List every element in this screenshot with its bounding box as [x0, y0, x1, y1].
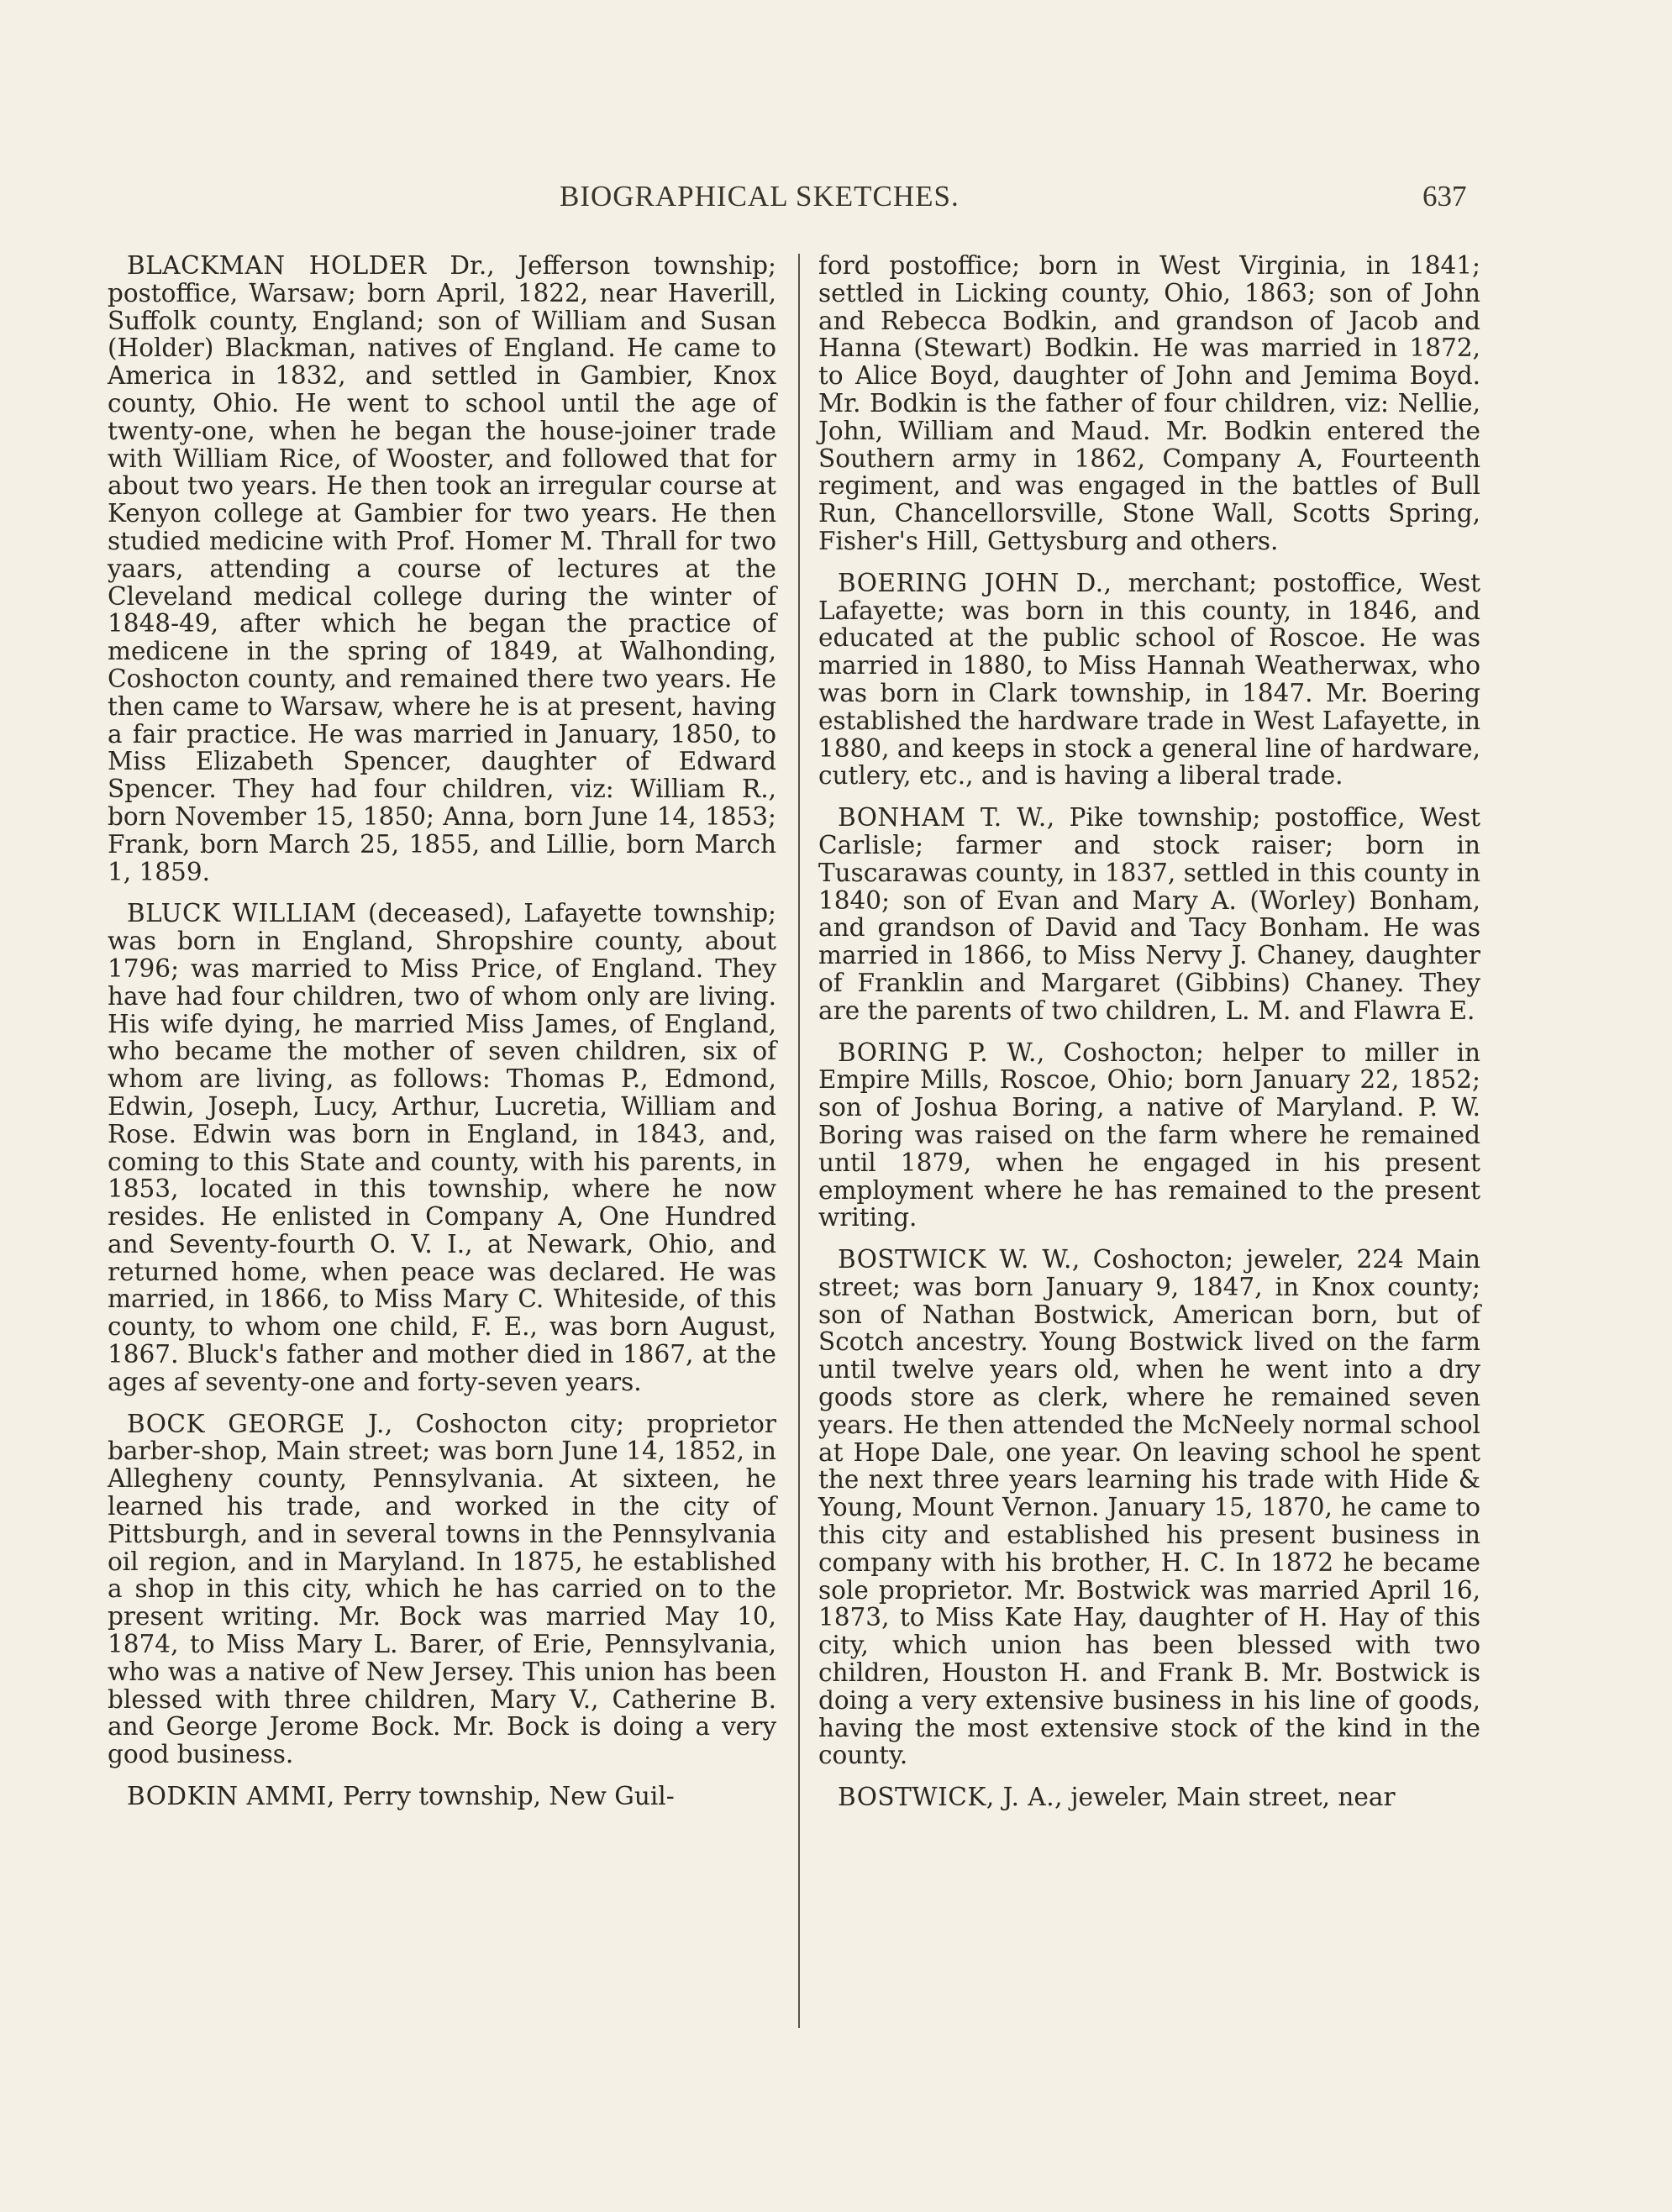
entry-text: jeweler, Main street, near [1062, 1783, 1396, 1812]
entry-name: BLUCK WILLIAM [127, 899, 357, 928]
entry-text: merchant; postoffice, West Lafayette; was born in this county, in 1846, and educated at the public school of Roscoe. He was married in 1880, to Miss Hannah Weatherwax, who was born in Clark township, in 1847. Mr. Boering established the hardware trade in West Lafayette, in 1880, and keeps in stock a general line of hardware, cutlery, etc., and is having a liberal trade. [818, 568, 1480, 791]
page-title: BIOGRAPHICAL SKETCHES. [560, 180, 960, 213]
biography-entry [108, 1411, 776, 1768]
biography-entry [108, 1783, 776, 1810]
biography-entry [818, 1246, 1480, 1769]
entry-text: Perry township, New Guil- [334, 1782, 675, 1811]
biography-entry [108, 252, 776, 885]
page-number: 637 [1422, 180, 1467, 213]
biography-entry [818, 570, 1480, 790]
entry-name: BLACKMAN HOLDER [127, 251, 427, 280]
entry-text: Pike township; postoffice, West Carlisle; farmer and stock raiser; born in Tuscarawas county, in 1837, settled in this county in 1840; son of Evan and Mary A. (Worley) Bonham, and grandson of David and Tacy Bonham. He was married in 1866, to Miss Nervy J. Chaney, daughter of Franklin and Margaret (Gibbins) Chaney. They are the parents of two children, L. M. and Flawra E. [818, 803, 1481, 1025]
biography-entry [818, 1039, 1480, 1232]
entry-name: BORING P. W., [838, 1038, 1045, 1067]
column-divider [798, 254, 800, 2028]
entry-text: Coshocton city; proprietor barber-shop, Main street; was born June 14, 1852, in Allegheny county, Pennsylvania. At sixteen, he learned his trade, and worked in the city of Pittsburgh, and in several towns in the Pennsylvania oil region, and in Maryland. In 1875, he established a shop in this city, which he has carried on to the present writing. Mr. Bock was married May 10, 1874, to Miss Mary L. Barer, of Erie, Pennsylvania, who was a native of New Jersey. This union has been blessed with three children, Mary V., Catherine B. and George Jerome Bock. Mr. Bock is doing a very good business. [108, 1409, 776, 1769]
entry-name: BONHAM T. W., [838, 803, 1055, 833]
entry-name: BOSTWICK, J. A., [838, 1783, 1063, 1812]
entry-name: BOSTWICK W. W., [838, 1245, 1080, 1274]
entry-text: Coshocton; helper to miller in Empire Mills, Roscoe, Ohio; born January 22, 1852; son of Joshua Boring, a native of Maryland. P. W. Boring was raised on the farm where he remained until 1879, when he engaged in his present employment where he has remained to the present writing. [818, 1038, 1480, 1232]
left-column [108, 252, 776, 1825]
continued-entry-text: ford postoffice; born in West Virginia, in 1841; settled in Licking county, Ohio, 1863; son of John and Rebecca Bodkin, and grandson of Jacob and Hanna (Stewart) Bodkin. He was married in 1872, to Alice Boyd, daughter of John and Jemima Boyd. Mr. Bodkin is the father of four children, viz: Nellie, John, William and Maud. Mr. Bodkin entered the Southern army in 1862, Company A, Fourteenth regiment, and was engaged in the battles of Bull Run, Chancellorsville, Stone Wall, Scotts Spring, Fisher's Hill, Gettysburg and others. [818, 251, 1480, 555]
entry-text: Coshocton; jeweler, 224 Main street; was born January 9, 1847, in Knox county; son of Nathan Bostwick, American born, but of Scotch ancestry. Young Bostwick lived on the farm until twelve years old, when he went into a dry goods store as clerk, where he remained seven years. He then attended the McNeely normal school at Hope Dale, one year. On leaving school he spent the next three years learning his trade with Hide & Young, Mount Vernon. January 15, 1870, he came to this city and established his present business in company with his brother, H. C. In 1872 he became sole proprietor. Mr. Bostwick was married April 16, 1873, to Miss Kate Hay, daughter of H. Hay of this city, which union has been blessed with two children, Houston H. and Frank B. Mr. Bostwick is doing a very extensive business in his line of goods, having the most extensive stock of the kind in the county. [818, 1245, 1480, 1770]
biography-entry [818, 804, 1480, 1024]
right-column [818, 252, 1480, 1826]
entry-name: BOCK GEORGE J., [127, 1409, 393, 1438]
entry-text: Dr., Jefferson township; postoffice, Warsaw; born April, 1822, near Haverill, Suffolk county, England; son of William and Susan (Holder) Blackman, natives of England. He came to America in 1832, and settled in Gambier, Knox county, Ohio. He went to school until the age of twenty-one, when he began the house-joiner trade with William Rice, of Wooster, and followed that for about two years. He then took an irregular course at Kenyon college at Gambier for two years. He then studied medicine with Prof. Homer M. Thrall for two yaars, attending a course of lectures at the Cleveland medical college during the winter of 1848-49, after which he began the practice of medicene in the spring of 1849, at Walhonding, Coshocton county, and remained there two years. He then came to Warsaw, where he is at present, having a fair practice. He was married in January, 1850, to Miss Elizabeth Spencer, daughter of Edward Spencer. They had four children, viz: William R., born November 15, 1850; Anna, born June 14, 1853; Frank, born March 25, 1855, and Lillie, born March 1, 1859. [108, 251, 776, 886]
entry-name: BODKIN AMMI, [127, 1782, 335, 1811]
biography-entry [818, 1784, 1480, 1811]
running-header [0, 180, 1672, 227]
entry-text: (deceased), Lafayette township; was born in England, Shropshire county, about 1796; was married to Miss Price, of England. They have had four children, two of whom only are living. His wife dying, he married Miss James, of England, who became the mother of seven children, six of whom are living, as follows: Thomas P., Edmond, Edwin, Joseph, Lucy, Arthur, Lucretia, William and Rose. Edwin was born in England, in 1843, and, coming to this State and county, with his parents, in 1853, located in this township, where he now resides. He enlisted in Company A, One Hundred and Seventy-fourth O. V. I., at Newark, Ohio, and returned home, when peace was declared. He was married, in 1866, to Miss Mary C. Whiteside, of this county, to whom one child, F. E., was born August, 1867. Bluck's father and mother died in 1867, at the ages af seventy-one and forty-seven years. [108, 899, 776, 1396]
entry-name: BOERING JOHN D., [838, 568, 1112, 597]
biography-entry [108, 900, 776, 1395]
